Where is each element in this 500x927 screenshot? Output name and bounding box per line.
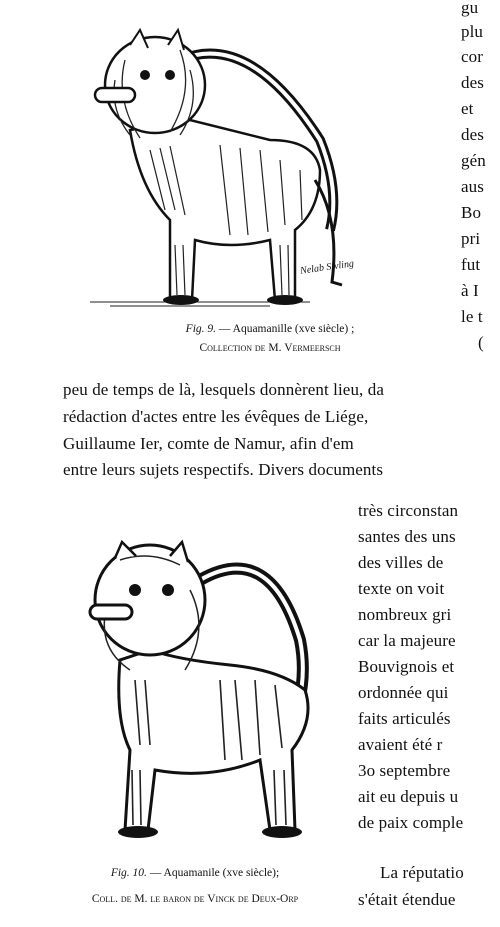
engraver-signature: Nelab Sivling: [299, 258, 355, 277]
text-line: des: [461, 125, 484, 144]
text-line: gén: [461, 151, 486, 170]
text-line: car la majeure: [358, 631, 456, 650]
text-line: et: [461, 99, 474, 118]
text-line: avaient été r: [358, 735, 443, 754]
text-line: à I: [461, 281, 479, 300]
text-line: fut: [461, 255, 481, 274]
text-line: aus: [461, 177, 484, 196]
text-line: cor: [461, 47, 484, 66]
text-line: pri: [461, 229, 481, 248]
text-line: entre leurs sujets respectifs. Divers documents: [63, 460, 384, 479]
figure-10-illustration: [60, 520, 350, 845]
text-line: s'était étendue: [358, 890, 456, 909]
text-line: Guillaume Ier, comte de Namur, afin d'em: [63, 434, 354, 453]
text-line: (: [478, 333, 484, 352]
text-line: peu de temps de là, lesquels donnèrent lieu, da: [63, 380, 384, 399]
figure-10-collection: Coll. de M. le baron de Vinck de Deux-Orp: [91, 893, 299, 905]
figure-9-caption: [120, 322, 420, 336]
text-line: faits articulés: [358, 709, 451, 728]
text-line: nombreux gri: [358, 605, 452, 624]
text-line: très circonstan: [358, 501, 459, 520]
text-line: texte on voit: [358, 579, 445, 598]
text-line: La réputatio: [380, 863, 464, 882]
aquamanile-lion-engraving-1: [70, 20, 440, 310]
text-line: santes des uns: [358, 527, 456, 546]
figure-10-title: — Aquamanile (xve siècle);: [149, 867, 280, 879]
figure-9-title: — Aquamanille (xve siècle) ;: [218, 323, 355, 335]
text-line: 3o septembre: [358, 761, 451, 780]
aquamanile-lion-engraving-2: [60, 520, 350, 845]
figure-10-caption: [30, 866, 360, 880]
text-line: des villes de: [358, 553, 444, 572]
figure-10-label: Fig. 10.: [110, 867, 147, 879]
figure-9-label: Fig. 9.: [185, 323, 217, 335]
figure-9-illustration: [70, 20, 440, 310]
text-line: de paix comple: [358, 813, 464, 832]
text-line: rédaction d'actes entre les évêques de Liége,: [63, 407, 369, 426]
text-line: le t: [461, 307, 483, 326]
text-line: plu: [461, 22, 484, 41]
text-line: gu: [461, 0, 479, 17]
text-line: Bouvignois et: [358, 657, 455, 676]
text-line: Bo: [461, 203, 482, 222]
text-line: ordonnée qui: [358, 683, 449, 702]
text-line: ait eu depuis u: [358, 787, 459, 806]
text-line: des: [461, 73, 484, 92]
figure-9-collection: Collection de M. Vermeersch: [199, 342, 341, 354]
